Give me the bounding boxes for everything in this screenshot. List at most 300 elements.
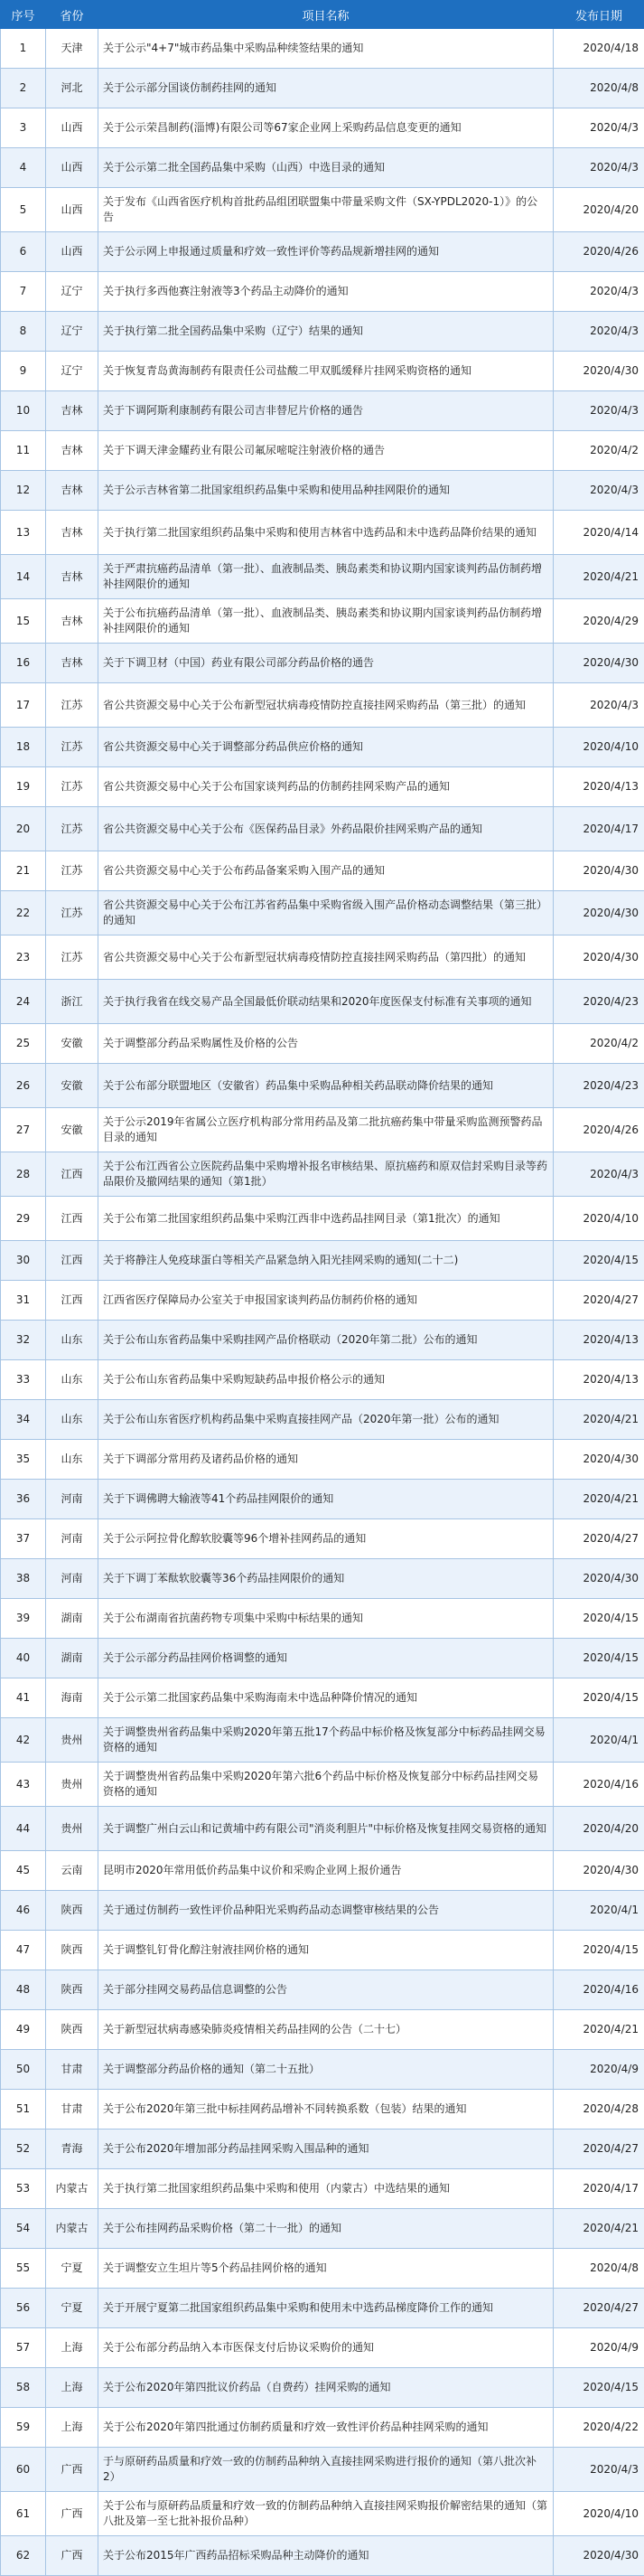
row-number: 16: [1, 644, 46, 683]
row-title[interactable]: 关于调整钆钉骨化醇注射液挂网价格的通知: [98, 1931, 554, 1970]
row-title[interactable]: 江西省医疗保障局办公室关于申报国家谈判药品仿制药价格的通知: [98, 1281, 554, 1321]
row-number: 18: [1, 728, 46, 767]
row-number: 61: [1, 2492, 46, 2536]
row-number: 23: [1, 935, 46, 980]
row-number: 24: [1, 980, 46, 1024]
row-province: 江西: [46, 1152, 98, 1197]
row-date: 2020/4/3: [554, 2448, 644, 2492]
row-title[interactable]: 关于公示部分药品挂网价格调整的通知: [98, 1639, 554, 1678]
row-province: 天津: [46, 29, 98, 69]
table-row: [1, 69, 644, 108]
row-province: 山东: [46, 1440, 98, 1480]
row-province: 云南: [46, 1851, 98, 1891]
row-province: 贵州: [46, 1763, 98, 1807]
table-row: [1, 683, 644, 728]
table-row: [1, 2289, 644, 2328]
row-province: 江西: [46, 1241, 98, 1281]
row-title[interactable]: 关于公布山东省药品集中采购挂网产品价格联动（2020年第二批）公布的通知: [98, 1321, 554, 1360]
row-date: 2020/4/21: [554, 2010, 644, 2050]
row-title[interactable]: 昆明市2020年常用低价药品集中议价和采购企业网上报价通告: [98, 1851, 554, 1891]
row-province: 宁夏: [46, 2289, 98, 2328]
row-province: 山西: [46, 232, 98, 272]
row-date: 2020/4/3: [554, 391, 644, 431]
table-row: [1, 1440, 644, 1480]
row-title[interactable]: 关于公布2020年第四批议价药品（自费药）挂网采购的通知: [98, 2368, 554, 2408]
row-title[interactable]: 关于公示"4+7"城市药品集中采购品种续签结果的通知: [98, 29, 554, 69]
row-date: 2020/4/3: [554, 312, 644, 352]
row-province: 陕西: [46, 1970, 98, 2010]
row-province: 吉林: [46, 431, 98, 471]
table-row: [1, 1559, 644, 1599]
row-date: 2020/4/17: [554, 2169, 644, 2209]
row-title[interactable]: 关于下调部分常用药及诸药品价格的通知: [98, 1440, 554, 1480]
row-date: 2020/4/8: [554, 69, 644, 108]
row-number: 51: [1, 2090, 46, 2129]
row-number: 31: [1, 1281, 46, 1321]
row-number: 20: [1, 807, 46, 851]
row-title[interactable]: 关于执行我省在线交易产品全国最低价联动结果和2020年度医保支付标准有关事项的通知: [98, 980, 554, 1024]
row-province: 陕西: [46, 2010, 98, 2050]
row-number: 37: [1, 1519, 46, 1559]
row-title[interactable]: 关于调整安立生坦片等5个药品挂网价格的通知: [98, 2249, 554, 2289]
row-number: 19: [1, 767, 46, 807]
table-row: [1, 2050, 644, 2090]
row-title[interactable]: 关于通过仿制药一致性评价品种阳光采购药品动态调整审核结果的公告: [98, 1891, 554, 1931]
row-date: 2020/4/29: [554, 599, 644, 644]
row-title[interactable]: 关于执行第二批国家组织药品集中采购和使用（内蒙古）中选结果的通知: [98, 2169, 554, 2209]
row-number: 53: [1, 2169, 46, 2209]
row-number: 5: [1, 188, 46, 232]
row-number: 49: [1, 2010, 46, 2050]
row-number: 34: [1, 1400, 46, 1440]
row-number: 8: [1, 312, 46, 352]
row-date: 2020/4/15: [554, 1678, 644, 1718]
row-province: 江苏: [46, 851, 98, 891]
table-row: [1, 2492, 644, 2536]
row-title[interactable]: 关于公示网上申报通过质量和疗效一致性评价等药品规新增挂网的通知: [98, 232, 554, 272]
table-row: [1, 2129, 644, 2169]
row-number: 54: [1, 2209, 46, 2249]
table-row: [1, 1360, 644, 1400]
table-row: [1, 1970, 644, 2010]
row-title[interactable]: 关于执行第二批全国药品集中采购（辽宁）结果的通知: [98, 312, 554, 352]
row-number: 25: [1, 1024, 46, 1064]
table-row: [1, 1321, 644, 1360]
row-province: 江西: [46, 1281, 98, 1321]
row-title[interactable]: 关于公布部分联盟地区（安徽省）药品集中采购品种相关药品联动降价结果的通知: [98, 1064, 554, 1108]
row-province: 江西: [46, 1197, 98, 1241]
row-title[interactable]: 关于部分挂网交易药品信息调整的公告: [98, 1970, 554, 2010]
row-number: 58: [1, 2368, 46, 2408]
row-date: 2020/4/27: [554, 2289, 644, 2328]
row-title[interactable]: 关于公布抗癌药品清单（第一批）、血液制品类、胰岛素类和协议期内国家谈判药品仿制药增补挂网限价的通知: [98, 599, 554, 644]
row-province: 山东: [46, 1400, 98, 1440]
row-title[interactable]: 关于公布2020年第三批中标挂网药品增补不同转换系数（包装）结果的通知: [98, 2090, 554, 2129]
row-number: 26: [1, 1064, 46, 1108]
row-title[interactable]: 于与原研药品质量和疗效一致的仿制药品种纳入直接挂网采购进行报价的通知（第八批次补2）: [98, 2448, 554, 2492]
row-date: 2020/4/28: [554, 2090, 644, 2129]
row-date: 2020/4/30: [554, 352, 644, 391]
row-province: 江苏: [46, 807, 98, 851]
table-row: [1, 1197, 644, 1241]
table-row: [1, 511, 644, 555]
row-title[interactable]: 关于严肃抗癌药品清单（第一批）、血液制品类、胰岛素类和协议期内国家谈判药品仿制药增补挂网限价的通知: [98, 555, 554, 599]
row-date: 2020/4/30: [554, 935, 644, 980]
row-province: 吉林: [46, 644, 98, 683]
row-date: 2020/4/14: [554, 511, 644, 555]
row-date: 2020/4/23: [554, 980, 644, 1024]
row-number: 55: [1, 2249, 46, 2289]
row-date: 2020/4/3: [554, 272, 644, 312]
table-row: [1, 1718, 644, 1763]
row-title[interactable]: 关于公布2015年广西药品招标采购品种主动降价的通知: [98, 2536, 554, 2576]
table-row: [1, 1639, 644, 1678]
table-row: [1, 391, 644, 431]
row-date: 2020/4/22: [554, 2408, 644, 2448]
row-province: 吉林: [46, 471, 98, 511]
row-province: 陕西: [46, 1891, 98, 1931]
row-province: 内蒙古: [46, 2169, 98, 2209]
row-title[interactable]: 关于发布《山西省医疗机构首批药品组团联盟集中带量采购文件（SX-YPDL2020-1）》的公告: [98, 188, 554, 232]
table-row: [1, 312, 644, 352]
row-province: 浙江: [46, 980, 98, 1024]
row-province: 河南: [46, 1559, 98, 1599]
row-title[interactable]: 关于公布部分药品纳入本市医保支付后协议采购价的通知: [98, 2328, 554, 2368]
row-province: 陕西: [46, 1931, 98, 1970]
row-title[interactable]: 省公共资源交易中心关于公布国家谈判药品的仿制药挂网采购产品的通知: [98, 767, 554, 807]
row-province: 江苏: [46, 891, 98, 935]
row-province: 上海: [46, 2368, 98, 2408]
row-date: 2020/4/13: [554, 1321, 644, 1360]
row-number: 36: [1, 1480, 46, 1519]
row-number: 42: [1, 1718, 46, 1763]
row-date: 2020/4/3: [554, 108, 644, 148]
row-number: 57: [1, 2328, 46, 2368]
row-number: 40: [1, 1639, 46, 1678]
table-row: [1, 2209, 644, 2249]
row-province: 吉林: [46, 391, 98, 431]
table-row: [1, 1931, 644, 1970]
row-date: 2020/4/27: [554, 1281, 644, 1321]
row-date: 2020/4/8: [554, 2249, 644, 2289]
row-title[interactable]: 关于公布2020年第四批通过仿制药质量和疗效一致性评价药品种挂网采购的通知: [98, 2408, 554, 2448]
row-number: 60: [1, 2448, 46, 2492]
row-title[interactable]: 关于下调天津金耀药业有限公司氟尿嘧啶注射液价格的通告: [98, 431, 554, 471]
row-number: 9: [1, 352, 46, 391]
table-header: [1, 1, 644, 29]
row-province: 山东: [46, 1360, 98, 1400]
table-row: [1, 148, 644, 188]
row-date: 2020/4/15: [554, 1599, 644, 1639]
row-province: 江苏: [46, 728, 98, 767]
row-date: 2020/4/9: [554, 2328, 644, 2368]
table-row: [1, 1400, 644, 1440]
row-number: 50: [1, 2050, 46, 2090]
row-date: 2020/4/3: [554, 471, 644, 511]
row-date: 2020/4/30: [554, 851, 644, 891]
row-date: 2020/4/15: [554, 1241, 644, 1281]
row-province: 江苏: [46, 767, 98, 807]
row-date: 2020/4/17: [554, 807, 644, 851]
row-date: 2020/4/30: [554, 2536, 644, 2576]
row-number: 52: [1, 2129, 46, 2169]
row-date: 2020/4/10: [554, 2492, 644, 2536]
row-date: 2020/4/3: [554, 1152, 644, 1197]
row-date: 2020/4/27: [554, 1519, 644, 1559]
table-row: [1, 2010, 644, 2050]
table-row: [1, 1241, 644, 1281]
row-date: 2020/4/21: [554, 555, 644, 599]
row-title[interactable]: 关于开展宁夏第二批国家组织药品集中采购和使用未中选药品梯度降价工作的通知: [98, 2289, 554, 2328]
row-title[interactable]: 关于新型冠状病毒感染肺炎疫情相关药品挂网的公告（二十七）: [98, 2010, 554, 2050]
table-row: [1, 1480, 644, 1519]
row-title[interactable]: 关于调整贵州省药品集中采购2020年第六批6个药品中标价格及恢复部分中标药品挂网交易资格的通知: [98, 1763, 554, 1807]
row-title[interactable]: 关于公布山东省医疗机构药品集中采购直接挂网产品（2020年第一批）公布的通知: [98, 1400, 554, 1440]
row-province: 贵州: [46, 1807, 98, 1851]
row-number: 41: [1, 1678, 46, 1718]
row-date: 2020/4/13: [554, 767, 644, 807]
table-row: [1, 1763, 644, 1807]
row-province: 安徽: [46, 1064, 98, 1108]
header-title: 项目名称: [98, 1, 554, 29]
row-title[interactable]: 关于公示第二批全国药品集中采购（山西）中选目录的通知: [98, 148, 554, 188]
row-number: 15: [1, 599, 46, 644]
row-province: 吉林: [46, 511, 98, 555]
row-number: 12: [1, 471, 46, 511]
header-no: 序号: [1, 1, 46, 29]
row-number: 30: [1, 1241, 46, 1281]
table-row: [1, 1024, 644, 1064]
row-province: 吉林: [46, 555, 98, 599]
row-date: 2020/4/30: [554, 644, 644, 683]
row-province: 江苏: [46, 935, 98, 980]
row-date: 2020/4/15: [554, 1639, 644, 1678]
row-province: 安徽: [46, 1024, 98, 1064]
row-number: 4: [1, 148, 46, 188]
row-number: 38: [1, 1559, 46, 1599]
row-province: 贵州: [46, 1718, 98, 1763]
row-province: 青海: [46, 2129, 98, 2169]
row-number: 39: [1, 1599, 46, 1639]
table-row: [1, 431, 644, 471]
row-number: 59: [1, 2408, 46, 2448]
row-title[interactable]: 关于公布与原研药品质量和疗效一致的仿制药品种纳入直接挂网采购报价解密结果的通知（第八批及第一至七批补报价品种）: [98, 2492, 554, 2536]
row-title[interactable]: 关于下调丁苯酞软胶囊等36个药品挂网限价的通知: [98, 1559, 554, 1599]
row-title[interactable]: 关于公布第二批国家组织药品集中采购江西非中选药品挂网目录（第1批次）的通知: [98, 1197, 554, 1241]
row-title[interactable]: 关于公示第二批国家药品集中采购海南未中选品种降价情况的通知: [98, 1678, 554, 1718]
row-province: 甘肃: [46, 2050, 98, 2090]
row-date: 2020/4/1: [554, 1718, 644, 1763]
table-row: [1, 1851, 644, 1891]
table-row: [1, 807, 644, 851]
row-date: 2020/4/16: [554, 1970, 644, 2010]
row-title[interactable]: 关于调整部分药品价格的通知（第二十五批）: [98, 2050, 554, 2090]
row-title[interactable]: 关于将静注人免疫球蛋白等相关产品紧急纳入阳光挂网采购的通知(二十二): [98, 1241, 554, 1281]
row-province: 山西: [46, 188, 98, 232]
row-province: 安徽: [46, 1108, 98, 1152]
row-number: 47: [1, 1931, 46, 1970]
row-number: 56: [1, 2289, 46, 2328]
row-date: 2020/4/27: [554, 2129, 644, 2169]
row-date: 2020/4/15: [554, 1931, 644, 1970]
row-date: 2020/4/10: [554, 728, 644, 767]
row-title[interactable]: 关于执行多西他赛注射液等3个药品主动降价的通知: [98, 272, 554, 312]
row-date: 2020/4/21: [554, 1400, 644, 1440]
row-title[interactable]: 关于公布山东省药品集中采购短缺药品申报价格公示的通知: [98, 1360, 554, 1400]
table-row: [1, 1108, 644, 1152]
table-row: [1, 851, 644, 891]
row-title[interactable]: 省公共资源交易中心关于公布药品备案采购入围产品的通知: [98, 851, 554, 891]
row-date: 2020/4/20: [554, 1807, 644, 1851]
table-row: [1, 891, 644, 935]
table-row: [1, 272, 644, 312]
row-number: 13: [1, 511, 46, 555]
row-title[interactable]: 关于公布挂网药品采购价格（第二十一批）的通知: [98, 2209, 554, 2249]
table-row: [1, 232, 644, 272]
row-title[interactable]: 关于公示吉林省第二批国家组织药品集中采购和使用品种挂网限价的通知: [98, 471, 554, 511]
row-date: 2020/4/3: [554, 148, 644, 188]
row-date: 2020/4/10: [554, 1197, 644, 1241]
table-row: [1, 108, 644, 148]
table-row: [1, 2536, 644, 2576]
row-number: 22: [1, 891, 46, 935]
row-title[interactable]: 关于公布2020年增加部分药品挂网采购入围品种的通知: [98, 2129, 554, 2169]
row-province: 海南: [46, 1678, 98, 1718]
row-date: 2020/4/13: [554, 1360, 644, 1400]
row-province: 湖南: [46, 1639, 98, 1678]
table-row: [1, 767, 644, 807]
table-row: [1, 728, 644, 767]
row-date: 2020/4/26: [554, 232, 644, 272]
table-row: [1, 1891, 644, 1931]
row-number: 2: [1, 69, 46, 108]
row-title[interactable]: 省公共资源交易中心关于公布江苏省药品集中采购省级入围产品价格动态调整结果（第三批）的通知: [98, 891, 554, 935]
row-title[interactable]: 关于公布江西省公立医院药品集中采购增补报名审核结果、原抗癌药和原双信封采购目录等药品限价及撤网结果的通知（第1批）: [98, 1152, 554, 1197]
row-date: 2020/4/23: [554, 1064, 644, 1108]
table-row: [1, 29, 644, 69]
row-title[interactable]: 省公共资源交易中心关于公布新型冠状病毒疫情防控直接挂网采购药品（第三批）的通知: [98, 683, 554, 728]
row-province: 吉林: [46, 599, 98, 644]
row-number: 21: [1, 851, 46, 891]
table-row: [1, 555, 644, 599]
row-number: 43: [1, 1763, 46, 1807]
table-row: [1, 1678, 644, 1718]
row-province: 上海: [46, 2328, 98, 2368]
table-row: [1, 2169, 644, 2209]
table-row: [1, 2249, 644, 2289]
row-province: 宁夏: [46, 2249, 98, 2289]
row-province: 河南: [46, 1480, 98, 1519]
row-province: 广西: [46, 2536, 98, 2576]
row-title[interactable]: 关于公布湖南省抗菌药物专项集中采购中标结果的通知: [98, 1599, 554, 1639]
row-province: 湖南: [46, 1599, 98, 1639]
row-date: 2020/4/30: [554, 1440, 644, 1480]
table-row: [1, 2448, 644, 2492]
table-row: [1, 1599, 644, 1639]
row-number: 48: [1, 1970, 46, 2010]
row-province: 上海: [46, 2408, 98, 2448]
row-number: 6: [1, 232, 46, 272]
table-row: [1, 644, 644, 683]
row-title[interactable]: 关于调整广州白云山和记黄埔中药有限公司"消炎利胆片"中标价格及恢复挂网交易资格的通知: [98, 1807, 554, 1851]
row-number: 29: [1, 1197, 46, 1241]
table-row: [1, 935, 644, 980]
row-title[interactable]: 关于下调阿斯利康制药有限公司吉非替尼片价格的通告: [98, 391, 554, 431]
row-province: 河南: [46, 1519, 98, 1559]
table-row: [1, 2328, 644, 2368]
row-title[interactable]: 省公共资源交易中心关于公布新型冠状病毒疫情防控直接挂网采购药品（第四批）的通知: [98, 935, 554, 980]
row-number: 45: [1, 1851, 46, 1891]
row-title[interactable]: 关于公示部分国谈仿制药挂网的通知: [98, 69, 554, 108]
row-date: 2020/4/30: [554, 891, 644, 935]
row-number: 11: [1, 431, 46, 471]
row-title[interactable]: 关于执行第二批国家组织药品集中采购和使用吉林省中选药品和未中选药品降价结果的通知: [98, 511, 554, 555]
row-province: 辽宁: [46, 352, 98, 391]
row-province: 河北: [46, 69, 98, 108]
row-date: 2020/4/18: [554, 29, 644, 69]
row-title[interactable]: 关于恢复青岛黄海制药有限责任公司盐酸二甲双胍缓释片挂网采购资格的通知: [98, 352, 554, 391]
table-row: [1, 1064, 644, 1108]
row-number: 32: [1, 1321, 46, 1360]
table-row: [1, 2408, 644, 2448]
row-date: 2020/4/3: [554, 683, 644, 728]
row-province: 广西: [46, 2492, 98, 2536]
row-title[interactable]: 省公共资源交易中心关于公布《医保药品目录》外药品限价挂网采购产品的通知: [98, 807, 554, 851]
row-province: 山西: [46, 148, 98, 188]
row-date: 2020/4/21: [554, 2209, 644, 2249]
row-number: 46: [1, 1891, 46, 1931]
table-row: [1, 471, 644, 511]
row-number: 3: [1, 108, 46, 148]
row-number: 14: [1, 555, 46, 599]
row-title[interactable]: 关于下调佛聘大输液等41个药品挂网限价的通知: [98, 1480, 554, 1519]
row-number: 1: [1, 29, 46, 69]
row-province: 江苏: [46, 683, 98, 728]
header-province: 省份: [46, 1, 98, 29]
row-title[interactable]: 省公共资源交易中心关于调整部分药品供应价格的通知: [98, 728, 554, 767]
row-title[interactable]: 关于公示荣昌制药(淄博)有限公司等67家企业网上采购药品信息变更的通知: [98, 108, 554, 148]
row-date: 2020/4/30: [554, 1559, 644, 1599]
row-number: 10: [1, 391, 46, 431]
row-date: 2020/4/2: [554, 431, 644, 471]
table-row: [1, 1807, 644, 1851]
row-province: 辽宁: [46, 312, 98, 352]
table-row: [1, 2368, 644, 2408]
row-number: 44: [1, 1807, 46, 1851]
table-body: [1, 29, 644, 2576]
row-number: 28: [1, 1152, 46, 1197]
row-date: 2020/4/2: [554, 1024, 644, 1064]
row-title[interactable]: 关于公示阿拉骨化醇软胶囊等96个增补挂网药品的通知: [98, 1519, 554, 1559]
row-title[interactable]: 关于调整部分药品采购属性及价格的公告: [98, 1024, 554, 1064]
row-title[interactable]: 关于公示2019年省属公立医疗机构部分常用药品及第二批抗癌药集中带量采购监测预警药品目录的通知: [98, 1108, 554, 1152]
row-number: 62: [1, 2536, 46, 2576]
row-province: 山东: [46, 1321, 98, 1360]
table-row: [1, 188, 644, 232]
row-date: 2020/4/1: [554, 1891, 644, 1931]
row-province: 山西: [46, 108, 98, 148]
row-title[interactable]: 关于调整贵州省药品集中采购2020年第五批17个药品中标价格及恢复部分中标药品挂网交易资格的通知: [98, 1718, 554, 1763]
table-row: [1, 980, 644, 1024]
row-title[interactable]: 关于下调卫材（中国）药业有限公司部分药品价格的通告: [98, 644, 554, 683]
row-province: 辽宁: [46, 272, 98, 312]
table-row: [1, 352, 644, 391]
row-date: 2020/4/26: [554, 1108, 644, 1152]
table-row: [1, 1152, 644, 1197]
row-number: 33: [1, 1360, 46, 1400]
table-row: [1, 1281, 644, 1321]
row-number: 17: [1, 683, 46, 728]
